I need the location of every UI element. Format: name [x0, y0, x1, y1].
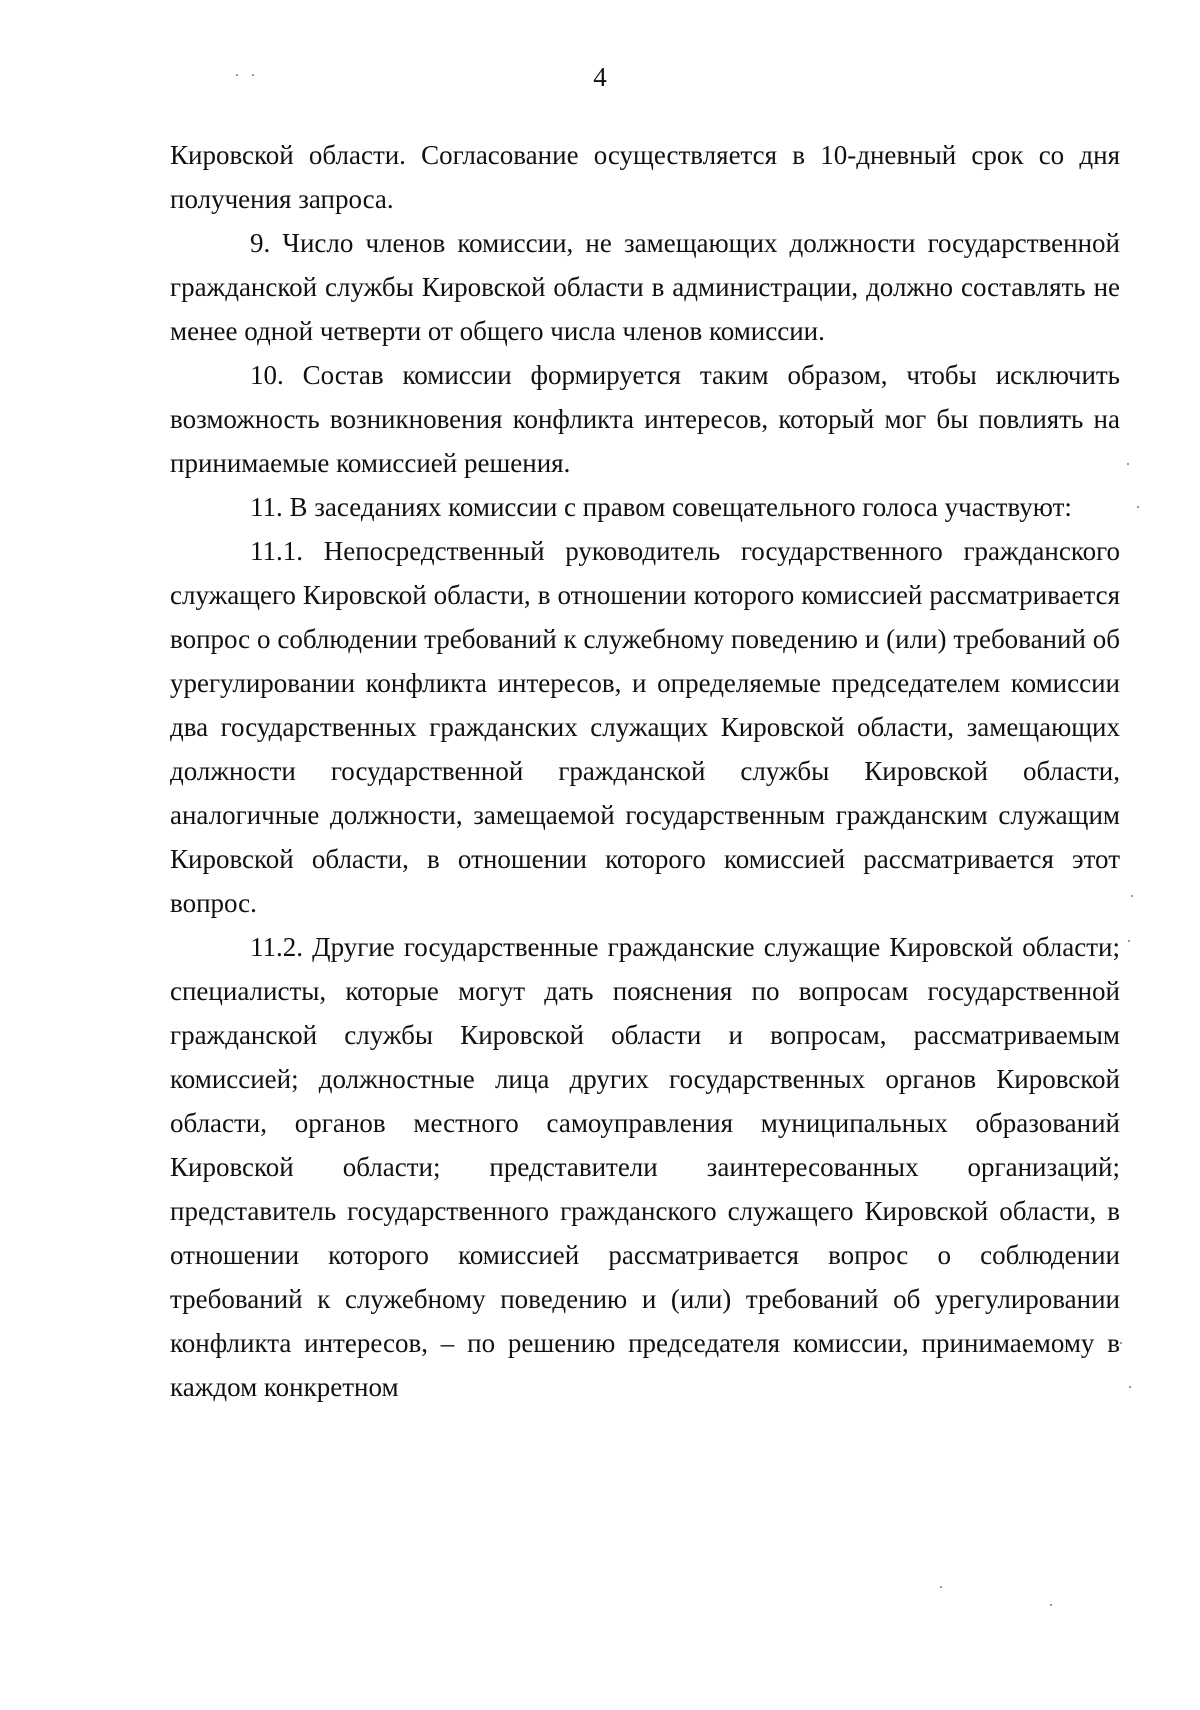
scan-speck — [1128, 940, 1130, 942]
scan-speck — [1050, 1604, 1052, 1606]
page-number: 4 — [593, 62, 607, 92]
scan-speck — [236, 74, 238, 76]
scan-speck — [1129, 1386, 1131, 1388]
document-body — [170, 133, 1120, 1409]
paragraph-continuation: Кировской области. Согласование осуществляется в 10-дневный срок со дня получения запроса. — [170, 140, 1120, 214]
scan-speck — [252, 74, 254, 76]
scan-speck — [1137, 506, 1139, 508]
paragraph-item-11: 11. В заседаниях комиссии с правом совещательного голоса участвуют: — [250, 492, 1072, 522]
scan-speck — [1127, 463, 1129, 465]
scan-speck — [940, 1586, 942, 1588]
paragraph-item-11-2: 11.2. Другие государственные гражданские служащие Кировской области; специалисты, которые могут дать пояснения по вопросам государственной гражданской службы Кировской области и вопросам, рассматриваемым комиссией; должностные лица других государственных органов Кировской области, органов местного самоуправления муниципальных образований Кировской области; представители заинтересованных организаций; представитель государственного гражданского служащего Кировской области, в отношении которого комиссией рассматривается вопрос о соблюдении требований к служебному поведению и (или) требований об урегулировании конфликта интересов, – по решению председателя комиссии, принимаемому в каждом конкретном — [170, 932, 1120, 1402]
scan-speck — [1131, 895, 1133, 897]
paragraph-item-11-1: 11.1. Непосредственный руководитель государственного гражданского служащего Кировской области, в отношении которого комиссией рассматривается вопрос о соблюдении требований к служебному поведению и (или) требований об урегулировании конфликта интересов, и определяемые председателем комиссии два государственных гражданских служащих Кировской области, замещающих должности государственной гражданской службы Кировской области, аналогичные должности, замещаемой государственным гражданским служащим Кировской области, в отношении которого комиссией рассматривается этот вопрос. — [170, 536, 1120, 918]
scan-speck — [1120, 1342, 1122, 1344]
paragraph-item-9: 9. Число членов комиссии, не замещающих должности государственной гражданской службы Кировской области в администрации, должно составлять не менее одной четверти от общего числа членов комиссии. — [170, 228, 1120, 346]
paragraph-item-10: 10. Состав комиссии формируется таким образом, чтобы исключить возможность возникновения конфликта интересов, который мог бы повлиять на принимаемые комиссией решения. — [170, 360, 1120, 478]
